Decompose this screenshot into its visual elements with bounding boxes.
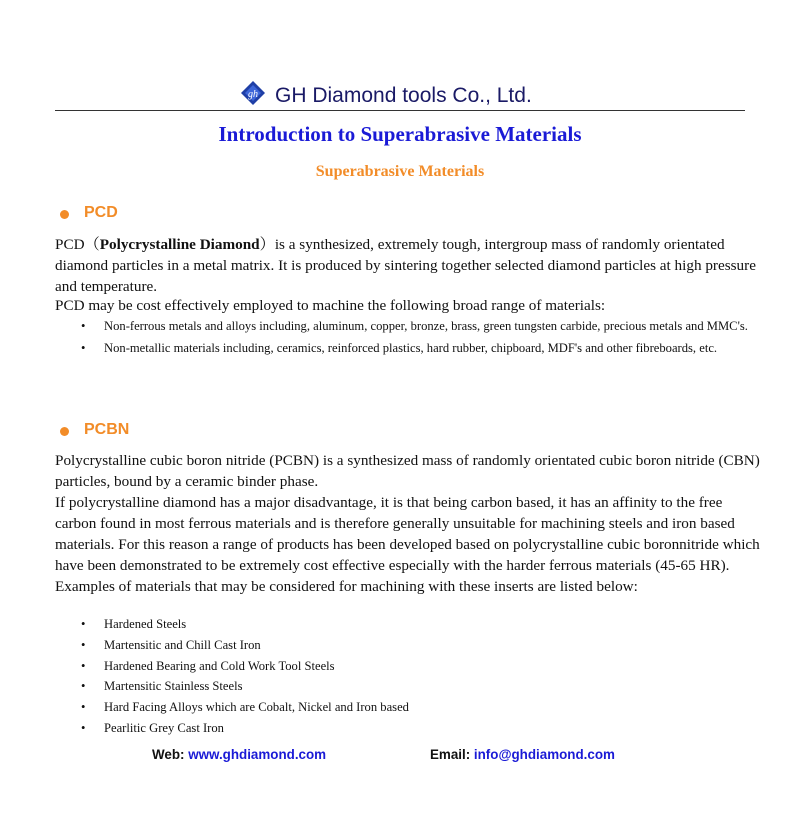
pcbn-intro-paragraph: Polycrystalline cubic boron nitride (PCBN) is a synthesized mass of randomly orientated cubic boron nitride (CBN) particles, bound by a ceramic binder phase.: [55, 452, 760, 490]
footer-web: [152, 747, 326, 762]
bullet-dot-icon: [60, 210, 69, 219]
gh-diamond-logo-icon: [240, 80, 266, 106]
pcd-material-list: [80, 316, 760, 358]
list-item: • Martensitic Stainless Steels: [80, 676, 760, 697]
list-item: • Hardened Steels: [80, 614, 760, 635]
pcd-intro-term: Polycrystalline Diamond: [99, 236, 260, 253]
list-item: • Non-ferrous metals and alloys including, aluminum, copper, bronze, brass, green tungsten carbide, precious metals and MMC's.: [80, 316, 760, 337]
section-title-pcd: PCD: [84, 204, 118, 221]
list-item: • Hardened Bearing and Cold Work Tool Steels: [80, 656, 760, 677]
list-item: • Martensitic and Chill Cast Iron: [80, 635, 760, 656]
email-link[interactable]: info@ghdiamond.com: [473, 747, 615, 762]
page-subtitle: Superabrasive Materials: [315, 163, 485, 180]
bullet-dot-icon: [60, 427, 69, 436]
footer-email-label: Email:: [430, 747, 474, 762]
website-link[interactable]: www.ghdiamond.com: [188, 747, 327, 762]
pcd-usage-paragraph: PCD may be cost effectively employed to machine the following broad range of materials:: [55, 297, 606, 314]
pcd-intro-paragraph: [55, 234, 760, 297]
list-item: • Hard Facing Alloys which are Cobalt, Nickel and Iron based: [80, 697, 760, 718]
pcbn-detail-paragraph: If polycrystalline diamond has a major disadvantage, it is that being carbon based, it has an affinity to the free carbon found in most ferrous materials and is therefore generally unsuitable for machining steels and iron based materials. For this reason a range of products has been developed based on polycrystalline cubic boronnitride which have been demonstrated to be extremely cost effective especially with the harder ferrous materials (45-65 HR). Examples of materials that may be considered for machining with these inserts are listed below:: [55, 494, 760, 595]
pcd-intro-prefix: PCD（: [55, 236, 100, 253]
list-item: • Pearlitic Grey Cast Iron: [80, 718, 760, 739]
section-title-pcbn: PCBN: [84, 421, 130, 438]
footer-web-label: Web:: [152, 747, 189, 762]
pcbn-material-list: [80, 614, 760, 739]
pcd-intro-suffix: ）is a synthesized, extremely tough, intergroup mass of randomly orientated diamond particles in a metal matrix. It is produced by sintering together selected diamond particles at high pressure and temperature.: [55, 236, 756, 295]
list-item: • Non-metallic materials including, ceramics, reinforced plastics, hard rubber, chipboard, MDF's and other fibreboards, etc.: [80, 338, 760, 359]
footer-email: [430, 747, 615, 762]
company-name: GH Diamond tools Co., Ltd.: [275, 84, 532, 107]
page-title: Introduction to Superabrasive Materials: [218, 122, 582, 146]
svg-text:gh: gh: [248, 89, 258, 100]
letterhead: [55, 78, 745, 111]
